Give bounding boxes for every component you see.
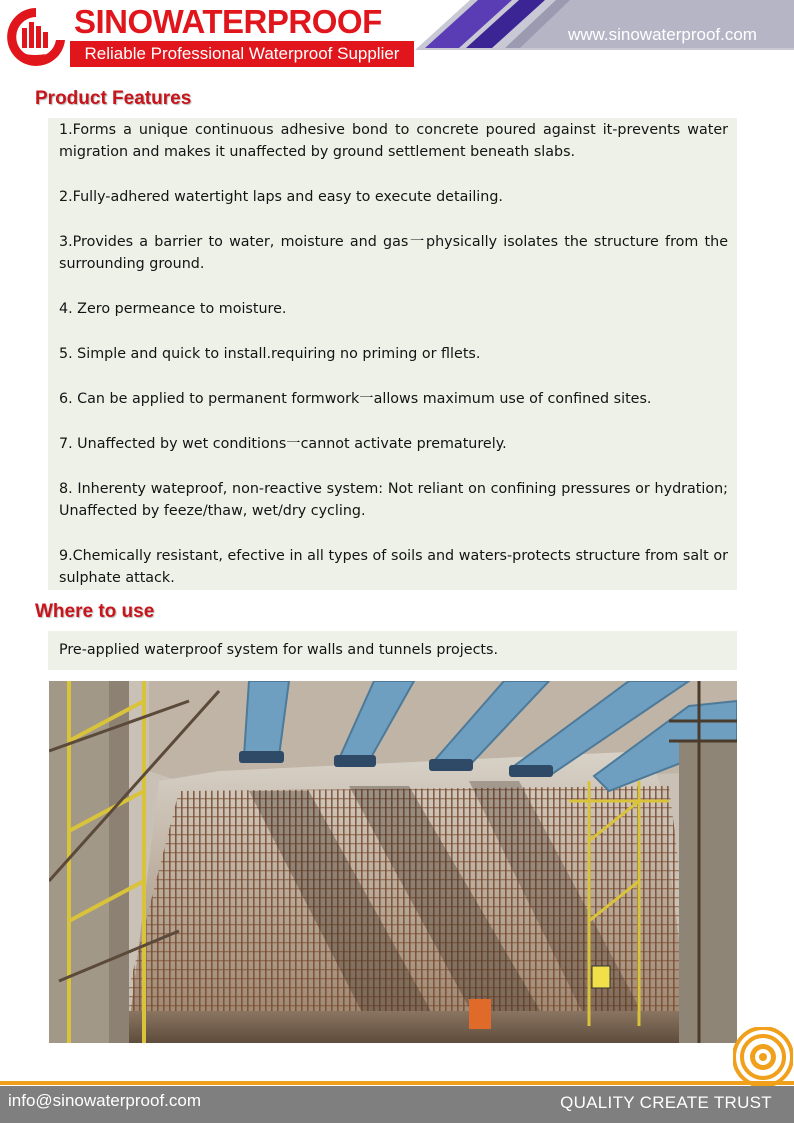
brand-tagline: Reliable Professional Waterproof Supplier bbox=[70, 41, 414, 67]
product-features-box bbox=[48, 118, 737, 590]
brand-name: SINOWATERPROOF bbox=[74, 3, 382, 40]
feature-item: 6. Can be applied to permanent formwork一allows maximum use of confined sites. bbox=[59, 391, 652, 407]
where-to-use-text: Pre-applied waterproof system for walls and tunnels projects. bbox=[59, 642, 499, 658]
feature-item: 4. Zero permeance to moisture. bbox=[59, 301, 287, 317]
tunnel-wall-illustration bbox=[49, 681, 737, 1043]
target-emblem-icon bbox=[733, 1027, 793, 1087]
feature-item: 1.Forms a unique continuous adhesive bond to concrete poured against it-prevents water migration and makes it unaffected by ground settlement beneath slabs. bbox=[59, 122, 728, 160]
where-to-use-heading: Where to use bbox=[35, 601, 155, 622]
footer-accent-line bbox=[0, 1081, 794, 1085]
where-to-use-box bbox=[48, 631, 737, 670]
page-footer bbox=[0, 1081, 794, 1123]
feature-item: 5. Simple and quick to install.requiring no priming or fllets. bbox=[59, 346, 481, 362]
feature-item: 9.Chemically resistant, efective in all types of soils and waters-protects structure from salt or sulphate attack. bbox=[59, 548, 728, 586]
website-link[interactable]: www.sinowaterproof.com bbox=[568, 25, 757, 44]
construction-site-photo bbox=[49, 681, 737, 1043]
feature-item: 7. Unaffected by wet conditions一cannot activate prematurely. bbox=[59, 436, 507, 452]
feature-item: 3.Provides a barrier to water, moisture and gas一physically isolates the structure from the surrounding ground. bbox=[59, 234, 728, 272]
page-header bbox=[0, 0, 794, 78]
product-features-heading: Product Features bbox=[35, 88, 192, 109]
company-logo-icon bbox=[4, 6, 68, 68]
footer-email-link[interactable]: info@sinowaterproof.com bbox=[8, 1091, 202, 1110]
feature-item: 2.Fully-adhered watertight laps and easy to execute detailing. bbox=[59, 189, 503, 205]
feature-item: 8. Inherenty wateproof, non-reactive system: Not reliant on confining pressures or hydration; Unaffected by feeze/thaw, wet/dry cycling. bbox=[59, 481, 728, 519]
footer-slogan: QUALITY CREATE TRUST bbox=[560, 1093, 772, 1112]
